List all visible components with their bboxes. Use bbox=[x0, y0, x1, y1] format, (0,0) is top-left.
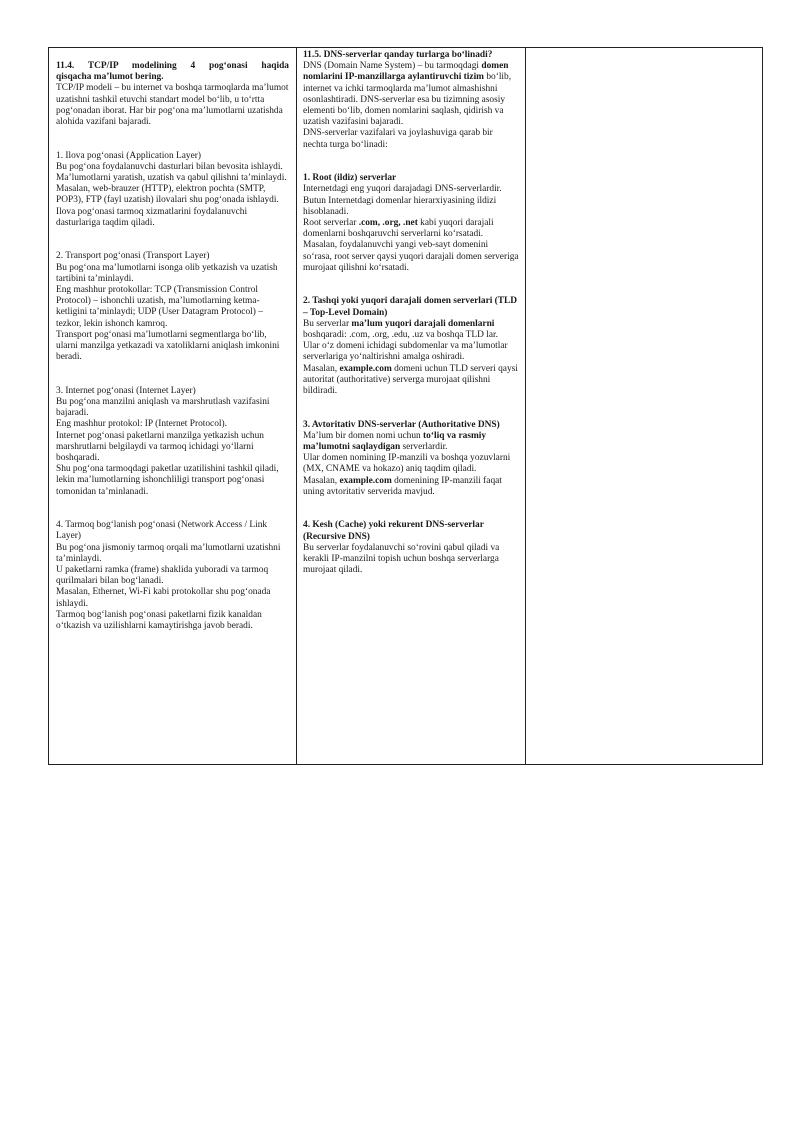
paragraph: Transport pog‘onasi ma’lumotlarni segmentlarga bo‘lib, ularni manzilga yetkazadi va xatoliklarni aniqlash imkonini beradi. bbox=[56, 329, 280, 363]
paragraph: Masalan, example.com domeni uchun TLD serveri qaysi autoritat (authoritative) serverga murojaat qilishni bildiradi. bbox=[303, 363, 518, 397]
question-title-11-5: 11.5. DNS-serverlar qanday turlarga bo‘linadi? bbox=[303, 50, 493, 60]
section-heading: 4. Kesh (Cache) yoki rekurent DNS-serverlar (Recursive DNS) bbox=[303, 520, 484, 542]
section-heading: 1. Root (ildiz) serverlar bbox=[303, 173, 397, 184]
question-title-11-4-cont: qisqacha ma’lumot bering. bbox=[56, 72, 164, 83]
section-heading: 3. Internet pog‘onasi (Internet Layer) bbox=[56, 385, 196, 396]
paragraph: Bu pog‘ona ma’lumotlarni isonga olib yetkazish va uzatish tartibini ta’minlaydi. bbox=[56, 262, 278, 284]
column-dns bbox=[297, 48, 526, 764]
paragraph: Butun Internetdagi domenlar hierarxiyasining ildizi hisoblanadi. bbox=[303, 195, 497, 217]
section-heading: 2. Tashqi yoki yuqori darajali domen serverlari (TLD – Top-Level Domain) bbox=[303, 296, 518, 318]
paragraph: Tarmoq bog‘lanish pog‘onasi paketlarni fizik kanaldan o‘tkazish va uzilishlarni kamaytirishga javob beradi. bbox=[56, 609, 262, 632]
paragraph: DNS-serverlar vazifalari va joylashuviga qarab bir nechta turga bo‘linadi: bbox=[303, 128, 493, 150]
paragraph: Masalan, web-brauzer (HTTP), elektron pochta (SMTP, POP3), FTP (fayl uzatish) ilovalari shu pog‘onada ishlaydi. bbox=[56, 184, 279, 206]
paragraph: Shu pog‘ona tarmoqdagi paketlar uzatilishini tashkil qiladi, lekin ma’lumotlarning ishonchliligi transport pog‘onasi tomonidan ta’minlanadi. bbox=[56, 464, 279, 497]
paragraph: Internet pog‘onasi paketlarni manzilga yetkazish uchun marshrutlarni belgilaydi va tarmoq ichidagi yo‘llarni boshqaradi. bbox=[56, 430, 264, 464]
content-table bbox=[48, 47, 763, 765]
paragraph: Ular domen nomining IP-manzili va boshqa yozuvlarni (MX, CNAME va hokazo) aniq taqdim qiladi. bbox=[303, 453, 511, 475]
paragraph: Internetdagi eng yuqori darajadagi DNS-serverlardir. bbox=[303, 184, 502, 195]
section-heading: 1. Ilova pog‘onasi (Application Layer) bbox=[56, 150, 202, 161]
paragraph: Masalan, foydalanuvchi yangi veb-sayt domenini so‘rasa, root server qaysi yuqori darajali domen serveriga murojaat qilishni ko‘rsatadi. bbox=[303, 240, 519, 273]
paragraph: Ma’lum bir domen nomi uchun to‘liq va rasmiy ma’lumotni saqlaydigan serverlardir. bbox=[303, 430, 487, 453]
paragraph: Masalan, example.com domenining IP-manzili faqat uning avtoritativ serverida mavjud. bbox=[303, 475, 502, 497]
paragraph: Ular o‘z domeni ichidagi subdomenlar va ma’lumotlar serverlariga yo‘naltirishni amalga oshiradi. bbox=[303, 341, 508, 363]
section-heading: 2. Transport pog‘onasi (Transport Layer) bbox=[56, 251, 210, 262]
paragraph: Bu pog‘ona jismoniy tarmoq orqali ma’lumotlarni uzatishni ta’minlaydi. bbox=[56, 542, 281, 564]
paragraph: DNS (Domain Name System) – bu tarmoqdagi domen nomlarini IP-manzillarga aylantiruvchi tizim bo‘lib, internet va ichki tarmoqlarda ma’lumot almashishni osonlashtiradi. DNS-serverlar esa bu tizimning asosiy elementi bo‘lib, domen nomlarini saqlash, qidirish va uzatish vazifasini bajaradi. bbox=[303, 61, 512, 128]
paragraph: Bu serverlar ma’lum yuqori darajali domenlarni boshqaradi: .com, .org, .edu, .uz va boshqa TLD lar. bbox=[303, 318, 498, 341]
paragraph: Masalan, Ethernet, Wi-Fi kabi protokollar shu pog‘onada ishlaydi. bbox=[56, 587, 271, 609]
paragraph: Eng mashhur protokollar: TCP (Transmission Control Protocol) – ishonchli uzatish, ma’lumotlarning ketma-ketligini ta’minlaydi; UDP (User Datagram Protocol) – tezkor, lekin ishonch kamroq. bbox=[56, 285, 263, 329]
paragraph: Bu pog‘ona foydalanuvchi dasturlari bilan bevosita ishlaydi. bbox=[56, 161, 283, 172]
section-heading: 3. Avtoritativ DNS-serverlar (Authoritative DNS) bbox=[303, 419, 500, 430]
paragraph: Root serverlar .com, .org, .net kabi yuqori darajali domenlarni boshqaruvchi serverlarni ko‘rsatadi. bbox=[303, 218, 494, 240]
column-tcp-ip bbox=[49, 48, 297, 764]
section-heading: 4. Tarmoq bog‘lanish pog‘onasi (Network Access / Link Layer) bbox=[56, 520, 268, 542]
paragraph: Bu serverlar foydalanuvchi so‘rovini qabul qiladi va kerakli IP-manzilni topish uchun boshqa serverlarga murojaat qiladi. bbox=[303, 542, 500, 576]
paragraph: TCP/IP modeli – bu internet va boshqa tarmoqlarda ma’lumot uzatishni tashkil etuvchi standart model bo‘lib, u to‘rtta pog‘onadan iborat. Har bir pog‘ona ma’lumotlarni uzatishda alohida vazifani bajaradi. bbox=[56, 83, 289, 128]
paragraph: Eng mashhur protokol: IP (Internet Protocol). bbox=[56, 419, 227, 430]
paragraph: Ilova pog‘onasi tarmoq xizmatlarini foydalanuvchi dasturlariga taqdim qiladi. bbox=[56, 206, 248, 228]
column-empty bbox=[526, 48, 762, 764]
paragraph: U paketlarni ramka (frame) shaklida yuboradi va tarmoq qurilmalari bilan bog‘lanadi. bbox=[56, 565, 269, 587]
paragraph: Ma’lumotlarni yaratish, uzatish va qabul qilishni ta’minlaydi. bbox=[56, 173, 287, 184]
paragraph: Bu pog‘ona manzilni aniqlash va marshrutlash vazifasini bajaradi. bbox=[56, 397, 270, 419]
question-title-11-4: 11.4. TCP/IP modelining 4 pog‘onasi haqida bbox=[56, 61, 289, 71]
